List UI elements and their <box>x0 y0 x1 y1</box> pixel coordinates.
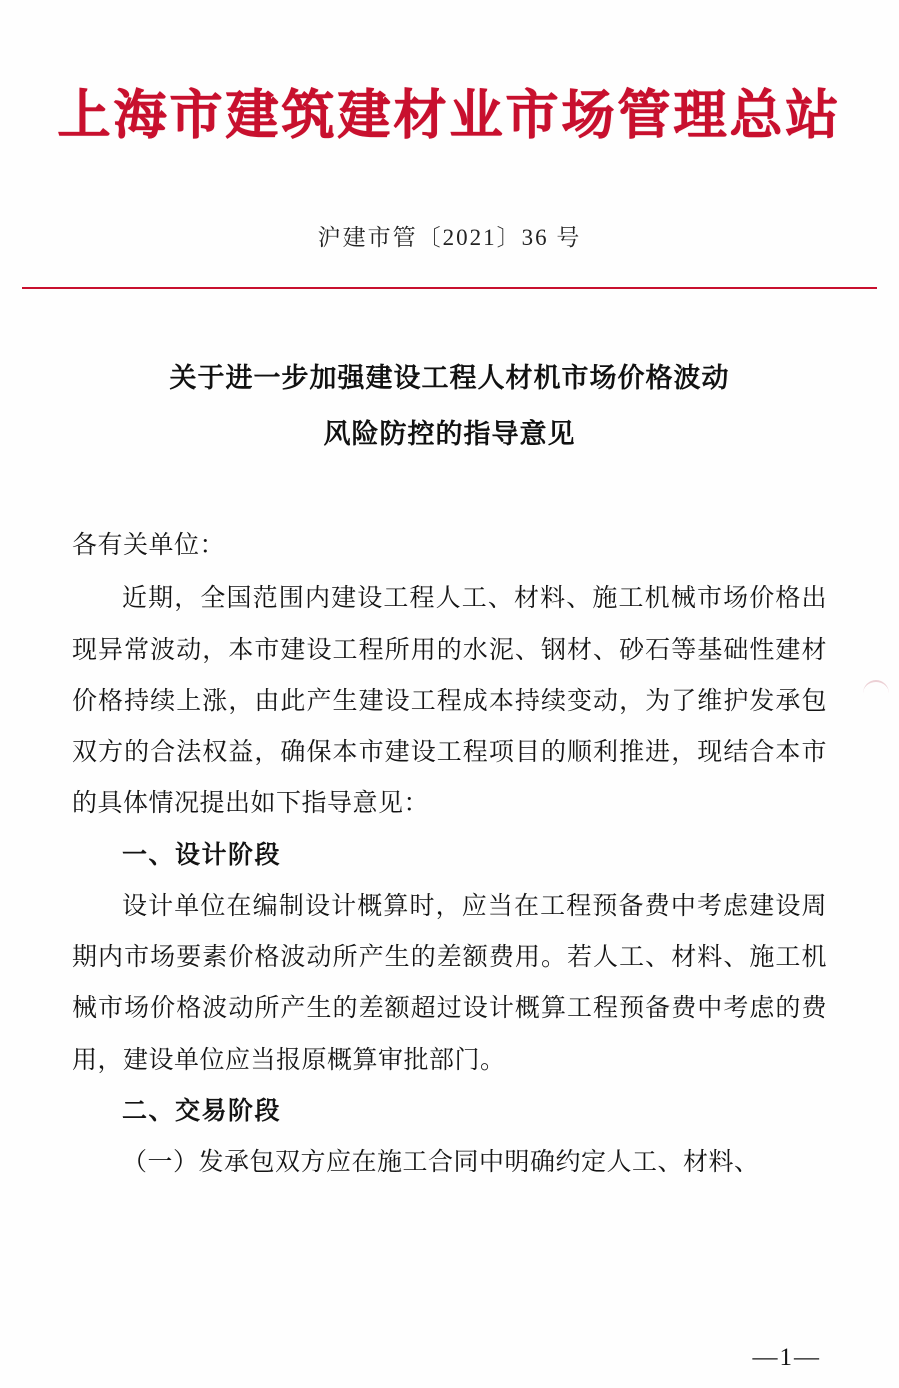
salutation: 各有关单位： <box>72 532 226 560</box>
issuing-authority-title: 上海市建筑建材业市场管理总站 <box>57 87 842 145</box>
paragraph-transaction-stage: （一）发承包双方应在施工合同中明确约定人工、材料、 <box>122 1149 760 1177</box>
document-title-line-1: 关于进一步加强建设工程人材机市场价格波动 <box>169 363 730 394</box>
document-title <box>0 351 899 462</box>
document-number: 沪建市管〔2021〕36 号 <box>317 224 582 250</box>
masthead <box>0 0 899 147</box>
red-divider-rule <box>22 287 877 290</box>
page-number: —1— <box>752 1344 821 1371</box>
paragraph-design-stage: 设计单位在编制设计概算时，应当在工程预备费中考虑建设周期内市场要素价格波动所产生的差额费用。若人工、材料、施工机械市场价格波动所产生的差额超过设计概算工程预备费中考虑的费用，建设单位应当报原概算审批部门。 <box>72 892 827 1074</box>
section-heading-design-stage: 一、设计阶段 <box>122 841 282 869</box>
paragraph-intro: 近期，全国范围内建设工程人工、材料、施工机械市场价格出现异常波动，本市建设工程所用的水泥、钢材、砂石等基础性建材价格持续上涨，由此产生建设工程成本持续变动，为了维护发承包双方的合法权益，确保本市建设工程项目的顺利推进，现结合本市的具体情况提出如下指导意见： <box>72 585 827 818</box>
document-title-line-2: 风险防控的指导意见 <box>323 418 576 449</box>
document-body <box>0 520 899 1188</box>
section-heading-transaction-stage: 二、交易阶段 <box>122 1097 282 1125</box>
